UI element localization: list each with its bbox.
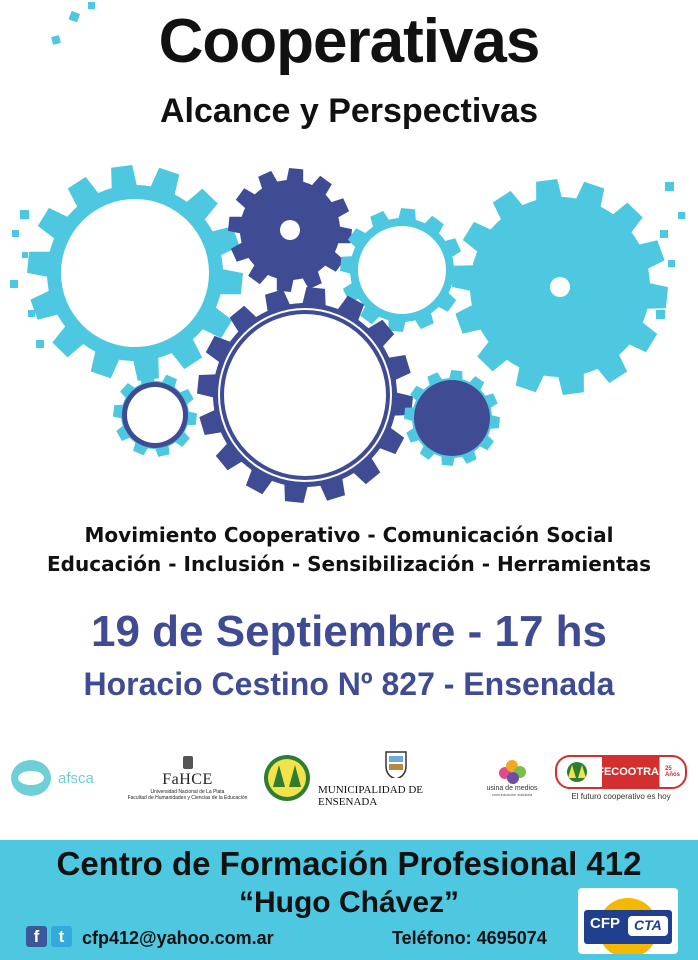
fahce-logo-text: FaHCE <box>162 771 213 788</box>
fecootra-trees-icon <box>563 761 587 783</box>
usina-de-medios-logo <box>483 748 541 808</box>
center-honoree: “Hugo Chávez” <box>238 886 460 919</box>
facebook-icon[interactable]: f <box>26 926 47 947</box>
fahce-faculty: Facultad de Humanidades y Ciencias de la Educación <box>127 795 248 801</box>
event-date: 19 de Septiembre - 17 hs <box>91 607 607 656</box>
event-address: Horacio Cestino Nº 827 - Ensenada <box>83 666 615 702</box>
fecootra-logo <box>556 748 686 808</box>
fecootra-badge <box>555 755 687 789</box>
poster-subtitle: Alcance y Perspectivas <box>159 92 539 130</box>
fahce-crest-icon <box>181 755 195 771</box>
afsca-emblem-icon <box>10 758 52 798</box>
usina-logo-sub: comunicación solidaria <box>491 792 533 797</box>
afsca-logo <box>10 748 94 808</box>
cfp-logo-text: CFP <box>590 915 620 932</box>
gears-illustration <box>0 160 698 510</box>
fahce-university: Universidad Nacional de La Plata <box>150 789 225 795</box>
topics-line-1: Movimiento Cooperativo - Comunicación Social <box>84 523 614 547</box>
municipalidad-logo-text: MUNICIPALIDAD DE ENSENADA <box>318 784 424 808</box>
fecootra-tagline: El futuro cooperativo es hoy <box>571 792 671 801</box>
twitter-icon[interactable]: t <box>51 926 72 947</box>
gear-small-right <box>404 370 500 466</box>
ensenada-shield-icon <box>384 748 408 778</box>
gear-top-center <box>228 168 352 292</box>
fahce-logo <box>115 748 260 808</box>
municipalidad-logo <box>318 748 473 808</box>
contact-phone: Teléfono: 4695074 <box>392 928 547 948</box>
cooperative-badge-logo <box>262 748 312 808</box>
afsca-logo-text: afsca <box>58 769 94 787</box>
center-name: Centro de Formación Profesional 412 <box>56 845 642 882</box>
gear-small-left <box>113 373 197 457</box>
usina-logo-text: usina de medios <box>486 785 538 792</box>
topics-line-2: Educación - Inclusión - Sensibilización - Herramientas <box>47 552 651 576</box>
cta-logo-text: CTA <box>634 917 662 933</box>
gear-large-right <box>452 179 668 395</box>
pine-trees-badge-icon <box>262 753 312 803</box>
cfp-cta-logo <box>578 888 678 954</box>
confetti-squares-top-left <box>40 0 120 50</box>
fecootra-logo-text: FECOOTRA <box>597 766 659 778</box>
poster-title: Cooperativas <box>158 7 540 76</box>
contact-email[interactable]: cfp412@yahoo.com.ar <box>82 928 274 948</box>
fecootra-years: 25 Años <box>664 766 680 778</box>
usina-flower-icon <box>495 759 529 785</box>
